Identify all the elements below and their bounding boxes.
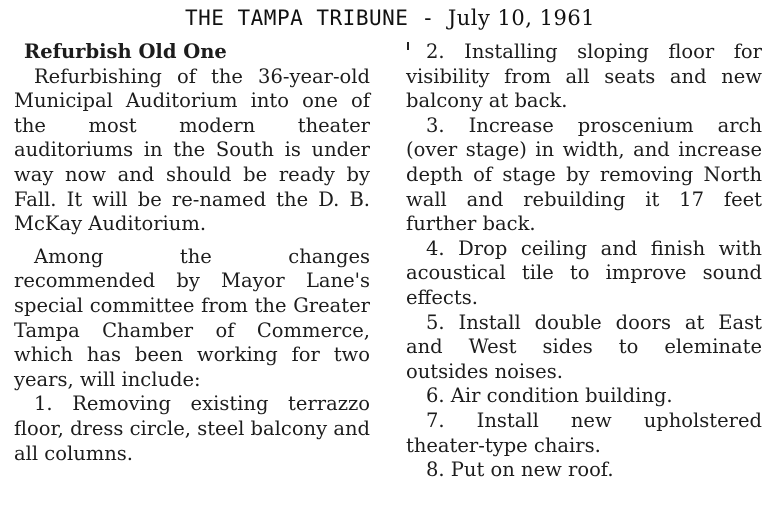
list-item: 1. Removing existing terrazzo floor, dress circle, steel balcony and all columns. bbox=[14, 392, 370, 465]
list-item: 8. Put on new roof. bbox=[426, 458, 614, 482]
list-item: 4. Drop ceiling and finish with acoustical tile to improve sound effects. bbox=[406, 236, 762, 309]
newspaper-name: THE TAMPA TRIBUNE - bbox=[184, 6, 435, 30]
publication-date: July 10, 1961 bbox=[447, 6, 596, 30]
list-item: 6. Air condition building. bbox=[426, 384, 673, 408]
list-item: 3. Increase proscenium arch (over stage) in width, and increase depth of stage by removing North wall and rebuilding it 17 feet further back. bbox=[406, 113, 762, 236]
article-column-left bbox=[14, 40, 370, 466]
article-column-right bbox=[406, 40, 762, 483]
list-item: 2. Installing sloping floor for visibility from all seats and new balcony at back. bbox=[406, 40, 762, 113]
changes-intro-paragraph: Among the changes recommended by Mayor Lane's special committee from the Greater Tampa Chamber of Commerce, which has been working for two years, will include: bbox=[14, 244, 370, 391]
list-item: 5. Install double doors at East and West sides to eleminate outsides noises. bbox=[406, 310, 762, 383]
masthead bbox=[0, 6, 780, 30]
list-item: 7. Install new upholstered theater-type chairs. bbox=[406, 408, 762, 457]
article-intro-paragraph: Refurbishing of the 36-year-old Municipal Auditorium into one of the most modern theater auditoriums in the South is under way now and should be ready by Fall. It will be re-named the D. B. McKay Auditorium. bbox=[14, 64, 370, 236]
article-headline: Refurbish Old One bbox=[24, 40, 227, 63]
